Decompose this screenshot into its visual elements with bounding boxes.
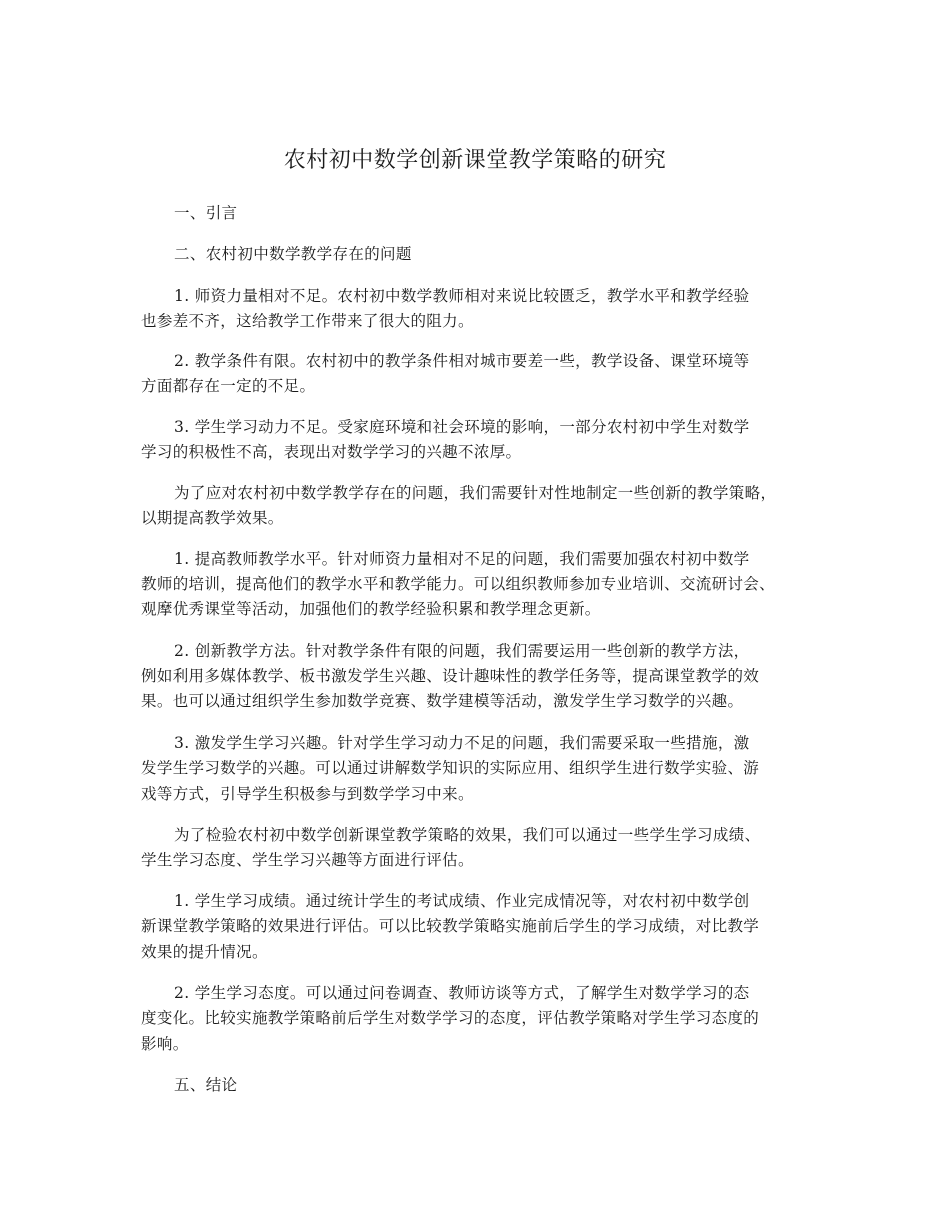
paragraph-line: 方面都存在一定的不足。 — [141, 377, 316, 395]
paragraph-line: 1. 提高教师教学水平。针对师资力量相对不足的问题，我们需要加强农村初中数学 — [174, 550, 750, 568]
paragraph-line: 新课堂教学策略的效果进行评估。可以比较教学策略实施前后学生的学习成绩，对比教学 — [141, 917, 760, 935]
paragraph-line: 观摩优秀课堂等活动，加强他们的教学经验积累和教学理念更新。 — [141, 600, 601, 618]
paragraph-line: 3. 激发学生学习兴趣。针对学生学习动力不足的问题，我们需要采取一些措施，激 — [174, 734, 750, 752]
paragraph-line: 为了应对农村初中数学教学存在的问题，我们需要针对性地制定一些创新的教学策略， — [174, 484, 777, 502]
paragraph-line: 影响。 — [141, 1035, 189, 1053]
heading-problems: 二、农村初中数学教学存在的问题 — [174, 245, 412, 263]
paragraph-line: 度变化。比较实施教学策略前后学生对数学学习的态度，评估教学策略对学生学习态度的 — [141, 1009, 760, 1027]
paragraph-line: 果。也可以通过组织学生参加数学竞赛、数学建模等活动，激发学生学习数学的兴趣。 — [141, 692, 744, 710]
paragraph-line: 为了检验农村初中数学创新课堂教学策略的效果，我们可以通过一些学生学习成绩、 — [174, 826, 761, 844]
heading-conclusion: 五、结论 — [174, 1076, 238, 1094]
paragraph-line: 2. 教学条件有限。农村初中的教学条件相对城市要差一些，教学设备、课堂环境等 — [174, 352, 750, 370]
paragraph-line: 戏等方式，引导学生积极参与到数学学习中来。 — [141, 785, 474, 803]
paragraph-line: 2. 创新教学方法。针对教学条件有限的问题，我们需要运用一些创新的教学方法， — [174, 642, 750, 660]
paragraph-line: 2. 学生学习态度。可以通过问卷调查、教师访谈等方式，了解学生对数学学习的态 — [174, 984, 750, 1002]
document-title: 农村初中数学创新课堂教学策略的研究 — [283, 148, 667, 173]
paragraph-line: 学生学习态度、学生学习兴趣等方面进行评估。 — [141, 851, 474, 869]
paragraph-line: 学习的积极性不高，表现出对数学学习的兴趣不浓厚。 — [141, 443, 522, 461]
heading-introduction: 一、引言 — [174, 204, 238, 222]
paragraph-line: 教师的培训，提高他们的教学水平和教学能力。可以组织教师参加专业培训、交流研讨会、 — [141, 575, 776, 593]
paragraph-line: 发学生学习数学的兴趣。可以通过讲解数学知识的实际应用、组织学生进行数学实验、游 — [141, 759, 760, 777]
paragraph-line: 例如利用多媒体教学、板书激发学生兴趣、设计趣味性的教学任务等，提高课堂教学的效 — [141, 667, 760, 685]
paragraph-line: 3. 学生学习动力不足。受家庭环境和社会环境的影响，一部分农村初中学生对数学 — [174, 418, 750, 436]
paragraph-line: 也参差不齐，这给教学工作带来了很大的阻力。 — [141, 312, 474, 330]
paragraph-line: 以期提高教学效果。 — [141, 509, 284, 527]
paragraph-line: 1. 师资力量相对不足。农村初中数学教师相对来说比较匮乏，教学水平和教学经验 — [174, 287, 750, 305]
paragraph-line: 效果的提升情况。 — [141, 943, 268, 961]
paragraph-line: 1. 学生学习成绩。通过统计学生的考试成绩、作业完成情况等，对农村初中数学创 — [174, 892, 750, 910]
